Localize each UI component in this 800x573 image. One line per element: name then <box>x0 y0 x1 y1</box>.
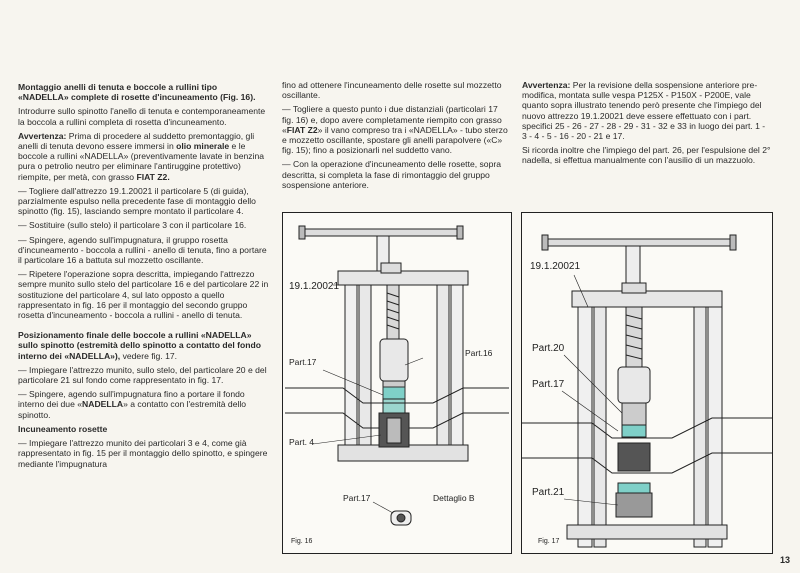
step-paragraph: — Impiegare l'attrezzo munito, sullo stelo, del particolare 20 e del particolare 21 sul fondo come rappresentato in fig. 17. <box>18 364 267 386</box>
paragraph: Introdurre sullo spinotto l'anello di tenuta e contemporaneamente la boccola a rullini completa di rosetta d'incuneamento. <box>18 106 266 127</box>
step-paragraph: — Togliere dall'attrezzo 19.1.20021 il particolare 5 (di guida), parzialmente espulso nella precedente fase di montaggio dello spinotto (fig. 15), lasciando sempre montato il particolare 4. <box>18 185 256 217</box>
section-heading-mounting: Montaggio anelli di tenuta e boccole a rullini tipo «NADELLA» complete di rosette d'incuneamento (Fig. 16). <box>18 82 256 103</box>
label-part-17-detail: Part.17 <box>343 493 371 503</box>
label-tool-number: 19.1.20021 <box>530 261 581 272</box>
warning-paragraph <box>522 80 772 141</box>
step-paragraph <box>18 389 270 420</box>
text-run: Per la revisione della sospensione anteriore pre-modifica, montata sulle vespa P125X - P150X - P200E, vale quanto sopra illustrato tenendo però presente che l'impiego del nuovo attrezzo 19.1.20021 deve essere effettuato con i part. specifici 25 - 26 - 27 - 28 - 29 - 31 - 32 e 33 in luogo dei part. 1 - 3 - 4 - 5 - 16 - 20 - 21 e 17. <box>522 80 766 142</box>
paragraph: fino ad ottenere l'incuneamento delle rosette sul mozzetto oscillante. <box>282 80 502 101</box>
page-number: 13 <box>779 555 790 565</box>
label-part-20: Part.20 <box>532 343 565 354</box>
label-part-4: Part. 4 <box>289 437 315 447</box>
step-paragraph: — Spingere, agendo sull'impugnatura, il gruppo rosetta d'incuneamento - boccola a rullini - anello di tenuta, fino a portare il particolare 16 a battuta sul mozzetto oscillante. <box>18 234 267 266</box>
text-column-middle <box>282 80 510 194</box>
text-run: » a contatto con l'estremità dello spinotto. <box>18 399 247 420</box>
bold-run: FIAT Z2. <box>136 171 170 182</box>
step-paragraph: — Con la operazione d'incuneamento delle rosette, sopra descritta, si completa la fase di rimontaggio del gruppo sospensione anteriore. <box>282 159 502 190</box>
figure-17 <box>521 212 773 554</box>
figure-16 <box>282 212 512 554</box>
step-paragraph: — Sostituire (sullo stelo) il particolare 3 con il particolare 16. <box>18 220 247 231</box>
step-paragraph: — Ripetere l'operazione sopra descritta, impiegando l'attrezzo sempre munito sullo stelo del particolare 16 e del particolare 22 in sostituzione del particolare 4, sul lato opposto a quello rappresentato in fig. 16 per il montaggio del secondo gruppo rosetta d'incuneamento - boccola a rullini - anello di tenuta. <box>18 269 269 321</box>
text-run: vedere fig. 17. <box>120 350 178 361</box>
bold-run: NADELLA <box>82 399 124 410</box>
label-detail-b: Dettaglio B <box>433 493 475 503</box>
label-part-16: Part.16 <box>465 348 493 358</box>
figure-caption: Fig. 17 <box>538 538 560 545</box>
section-heading-wedging: Incuneamento rosette <box>18 423 108 434</box>
label-part-17: Part.17 <box>532 379 565 390</box>
text-run: — Togliere a questo punto i due distanziali (particolari 17 fig. 16) e, dopo avere completamente riempito con grasso « <box>282 104 502 135</box>
figure-16-drawing <box>283 213 511 553</box>
paragraph: Si ricorda inoltre che l'impiego del part. 26, per l'espulsione del 2° nadella, si effettua manualmente con l'ausilio di un mazzuolo. <box>522 145 771 166</box>
label-tool-number: 19.1.20021 <box>289 281 340 292</box>
text-column-left <box>18 80 270 473</box>
text-run: Prima di procedere al suddetto premontaggio, gli anelli di tenuta devono essere immersi in <box>18 130 255 152</box>
text-run: e le boccole a rullini «NADELLA» (preventivamente lavate in benzina pura o petrolio neutro per eliminare l'antiruggine protettivo) riempite, per metà, con grasso <box>18 141 265 182</box>
text-run: » il vano compreso tra i «NADELLA» - tubo sterzo e mozzetto oscillante, spostare gli anelli parapolvere («C» fig. 15); fino a posizionarli nel suddetto vano. <box>282 124 508 156</box>
bold-run: FIAT Z2 <box>286 124 318 135</box>
step-paragraph: — Impiegare l'attrezzo munito dei particolari 3 e 4, come già rappresentato in fig. 15 per il montaggio dello spinotto, e spingere mediante l'impugnatura <box>18 438 268 469</box>
bold-run: olio minerale <box>176 141 230 152</box>
label-part-17: Part.17 <box>289 357 317 367</box>
heading-run: Posizionamento finale delle boccole a rullini «NADELLA» sullo spinotto (estremità dello spinotto a contatto del fondo interno dei «NADELLA»), <box>18 330 262 361</box>
text-column-right <box>522 80 772 170</box>
section-heading-positioning <box>18 330 270 361</box>
text-run: — Spingere, agendo sull'impugnatura fino a portare il fondo interno dei due « <box>18 389 245 410</box>
warning-label: Avvertenza: <box>18 130 67 141</box>
warning-paragraph <box>18 131 270 182</box>
label-part-21: Part.21 <box>532 487 565 498</box>
figure-caption: Fig. 16 <box>291 538 313 545</box>
warning-label: Avvertenza: <box>522 80 571 90</box>
step-paragraph <box>282 104 510 155</box>
